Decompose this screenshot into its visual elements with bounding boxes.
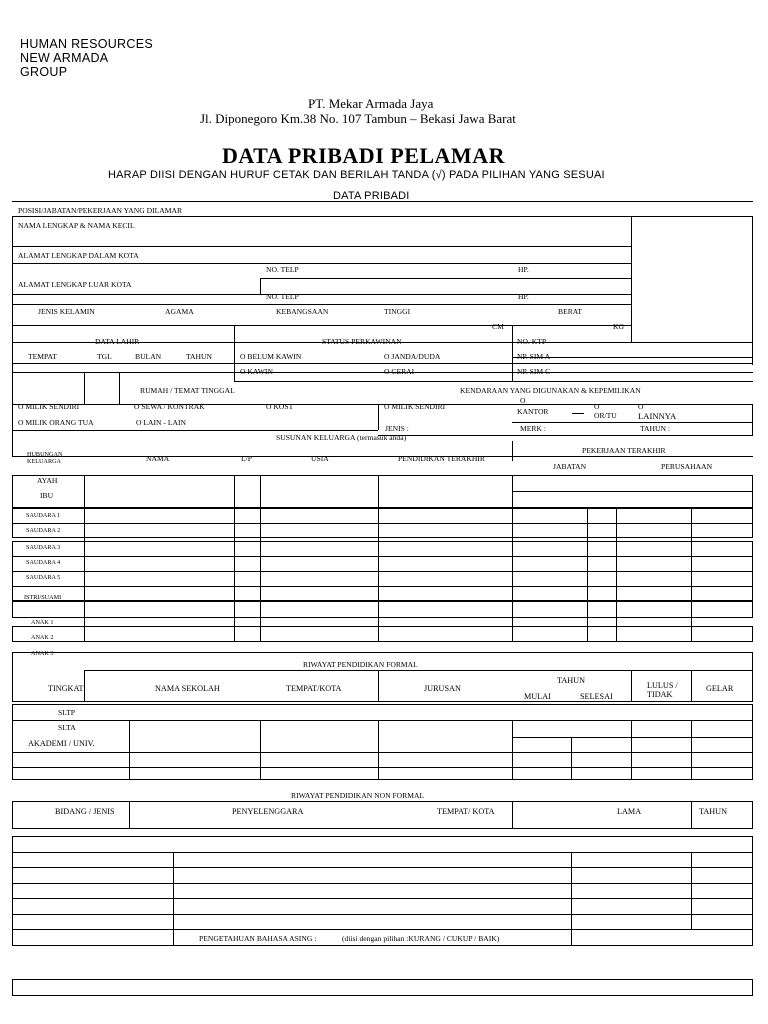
label-alamat-luar: ALAMAT LENGKAP LUAR KOTA — [18, 280, 132, 289]
org-line-2: NEW ARMADA — [20, 51, 109, 65]
page-title: DATA PRIBADI PELAMAR — [222, 143, 505, 168]
label-lulus-tidak: LULUS / TIDAK — [647, 681, 678, 699]
label-lp: L/P — [241, 454, 252, 463]
family-row-saudara-4: SAUDARA 4 — [26, 559, 61, 566]
label-tempat: TEMPAT — [28, 352, 57, 361]
family-row-ibu: IBU — [40, 491, 54, 500]
label-hubungan: HUBUNGAN KELUARGA — [27, 451, 63, 465]
formal-row-slta: SLTA — [58, 723, 76, 732]
language-note: (diisi dengan pilihan :KURANG / CUKUP / BAIK) — [342, 934, 500, 943]
family-row-anak-2: ANAK 2 — [31, 634, 54, 641]
option-lain-lain[interactable]: O LAIN - LAIN — [136, 418, 186, 427]
label-tingkat: TINGKAT — [48, 684, 84, 693]
label-bulan: BULAN — [135, 352, 162, 361]
label-bidang-jenis: BIDANG / JENIS — [55, 807, 115, 816]
option-milik-sendiri-kendaraan[interactable]: O MILIK SENDIRI — [384, 402, 446, 411]
label-jurusan: JURUSAN — [424, 684, 461, 693]
label-gelar: GELAR — [706, 684, 734, 693]
label-tahun: TAHUN — [186, 352, 212, 361]
family-row-ayah: AYAH — [37, 476, 58, 485]
option-kantor[interactable]: KANTOR — [517, 407, 549, 416]
formal-title: RIWAYAT PENDIDIKAN FORMAL — [303, 660, 418, 669]
label-pendidikan-terakhir: PENDIDIKAN TERAKHIR — [398, 454, 485, 463]
formal-row-sltp: SLTP — [58, 708, 76, 717]
family-row-saudara-2: SAUDARA 2 — [26, 527, 61, 534]
label-data-lahir: DATA LAHIR — [95, 337, 140, 346]
label-sim-c: NP. SIM C — [517, 367, 551, 376]
family-row-istri-suami: ISTRI/SUAMI — [24, 594, 62, 601]
label-status: STATUS PERKAWINAN — [322, 337, 402, 346]
label-perusahaan: PERUSAHAAN — [661, 462, 713, 471]
company-name: PT. Mekar Armada Jaya — [308, 96, 434, 111]
label-kebangsaan: KEBANGSAAN — [276, 307, 329, 316]
label-jenis-kelamin: JENIS KELAMIN — [38, 307, 95, 316]
family-row-saudara-3: SAUDARA 3 — [26, 544, 61, 551]
label-lama: LAMA — [617, 807, 642, 816]
label-tempat-kota-nonformal: TEMPAT/ KOTA — [437, 807, 495, 816]
label-kendaraan: KENDARAAN YANG DIGUNAKAN & KEPEMILIKAN — [460, 386, 641, 395]
option-lainnya-marker[interactable]: O — [638, 402, 644, 411]
label-hp-2: HP. — [518, 292, 529, 301]
family-title: SUSUNAN KELUARGA (termasuk anda) — [276, 433, 407, 442]
label-no-telp-2: NO. TELP — [266, 292, 299, 301]
label-alamat-kota: ALAMAT LENGKAP DALAM KOTA — [18, 251, 139, 260]
instruction-text: HARAP DIISI DENGAN HURUF CETAK DAN BERILAH TANDA (√) PADA PILIHAN YANG SESUAI — [108, 169, 605, 181]
label-tahun-kendaraan: TAHUN : — [640, 424, 670, 433]
label-tahun-formal: TAHUN — [557, 676, 585, 685]
label-selesai: SELESAI — [580, 692, 613, 701]
family-row-saudara-1: SAUDARA 1 — [26, 512, 61, 519]
label-agama: AGAMA — [165, 307, 194, 316]
option-lainnya[interactable]: LAINNYA — [638, 411, 677, 421]
nonformal-title: RIWAYAT PENDIDIKAN NON FORMAL — [291, 791, 425, 800]
label-cm: CM — [492, 322, 504, 331]
label-kg: KG — [613, 322, 624, 331]
family-row-anak-1: ANAK 1 — [31, 619, 54, 626]
language-title: PENGETAHUAN BAHASA ASING : — [199, 934, 317, 943]
option-janda-duda[interactable]: O JANDA/DUDA — [384, 352, 441, 361]
label-jenis: JENIS : — [385, 424, 409, 433]
label-jabatan: JABATAN — [553, 462, 587, 471]
section-title: DATA PRIBADI — [333, 190, 410, 202]
option-ortu[interactable]: OR/TU — [594, 411, 617, 420]
option-ortu-marker[interactable]: O — [594, 402, 600, 411]
option-kost[interactable]: O KOST — [266, 402, 294, 411]
label-tinggi: TINGGI — [384, 307, 411, 316]
label-merk: MERK : — [520, 424, 546, 433]
option-milik-sendiri[interactable]: O MILIK SENDIRI — [18, 402, 80, 411]
label-sim-a: NP. SIM A — [517, 352, 551, 361]
label-penyelenggara: PENYELENGGARA — [232, 807, 304, 816]
label-hp: HP. — [518, 265, 529, 274]
label-nama-keluarga: NAMA — [146, 454, 170, 463]
option-sewa-kontrak[interactable]: O SEWA / KONTRAK — [134, 402, 205, 411]
label-posisi: POSISI/JABATAN/PEKERJAAN YANG DILAMAR — [18, 206, 183, 215]
org-line-1: HUMAN RESOURCES — [20, 37, 153, 51]
org-line-3: GROUP — [20, 65, 68, 79]
label-tempat-kota: TEMPAT/KOTA — [286, 684, 342, 693]
label-tgl: TGL — [97, 352, 112, 361]
label-no-ktp: NO. KTP — [517, 337, 547, 346]
formal-row-akademi: AKADEMI / UNIV. — [28, 739, 95, 748]
label-rumah: RUMAH / TEMAT TINGGAL — [140, 386, 235, 395]
option-cerai[interactable]: O CERAI — [384, 367, 415, 376]
label-usia: USIA — [311, 454, 329, 463]
option-milik-orang-tua[interactable]: O MILIK ORANG TUA — [18, 418, 94, 427]
label-nama-sekolah: NAMA SEKOLAH — [155, 684, 220, 693]
label-berat: BERAT — [558, 307, 583, 316]
company-address: Jl. Diponegoro Km.38 No. 107 Tambun – Bekasi Jawa Barat — [200, 111, 516, 126]
label-no-telp: NO. TELP — [266, 265, 299, 274]
label-mulai: MULAI — [524, 692, 551, 701]
label-tahun-nonformal: TAHUN — [699, 807, 727, 816]
label-pekerjaan-terakhir: PEKERJAAN TERAKHIR — [582, 446, 666, 455]
label-nama: NAMA LENGKAP & NAMA KECIL — [18, 221, 135, 230]
family-row-anak-3: ANAK 3 — [31, 650, 54, 657]
family-row-saudara-5: SAUDARA 5 — [26, 574, 61, 581]
option-belum-kawin[interactable]: O BELUM KAWIN — [240, 352, 302, 361]
option-kantor-marker[interactable]: O — [520, 396, 526, 405]
option-kawin[interactable]: O KAWIN — [240, 367, 273, 376]
